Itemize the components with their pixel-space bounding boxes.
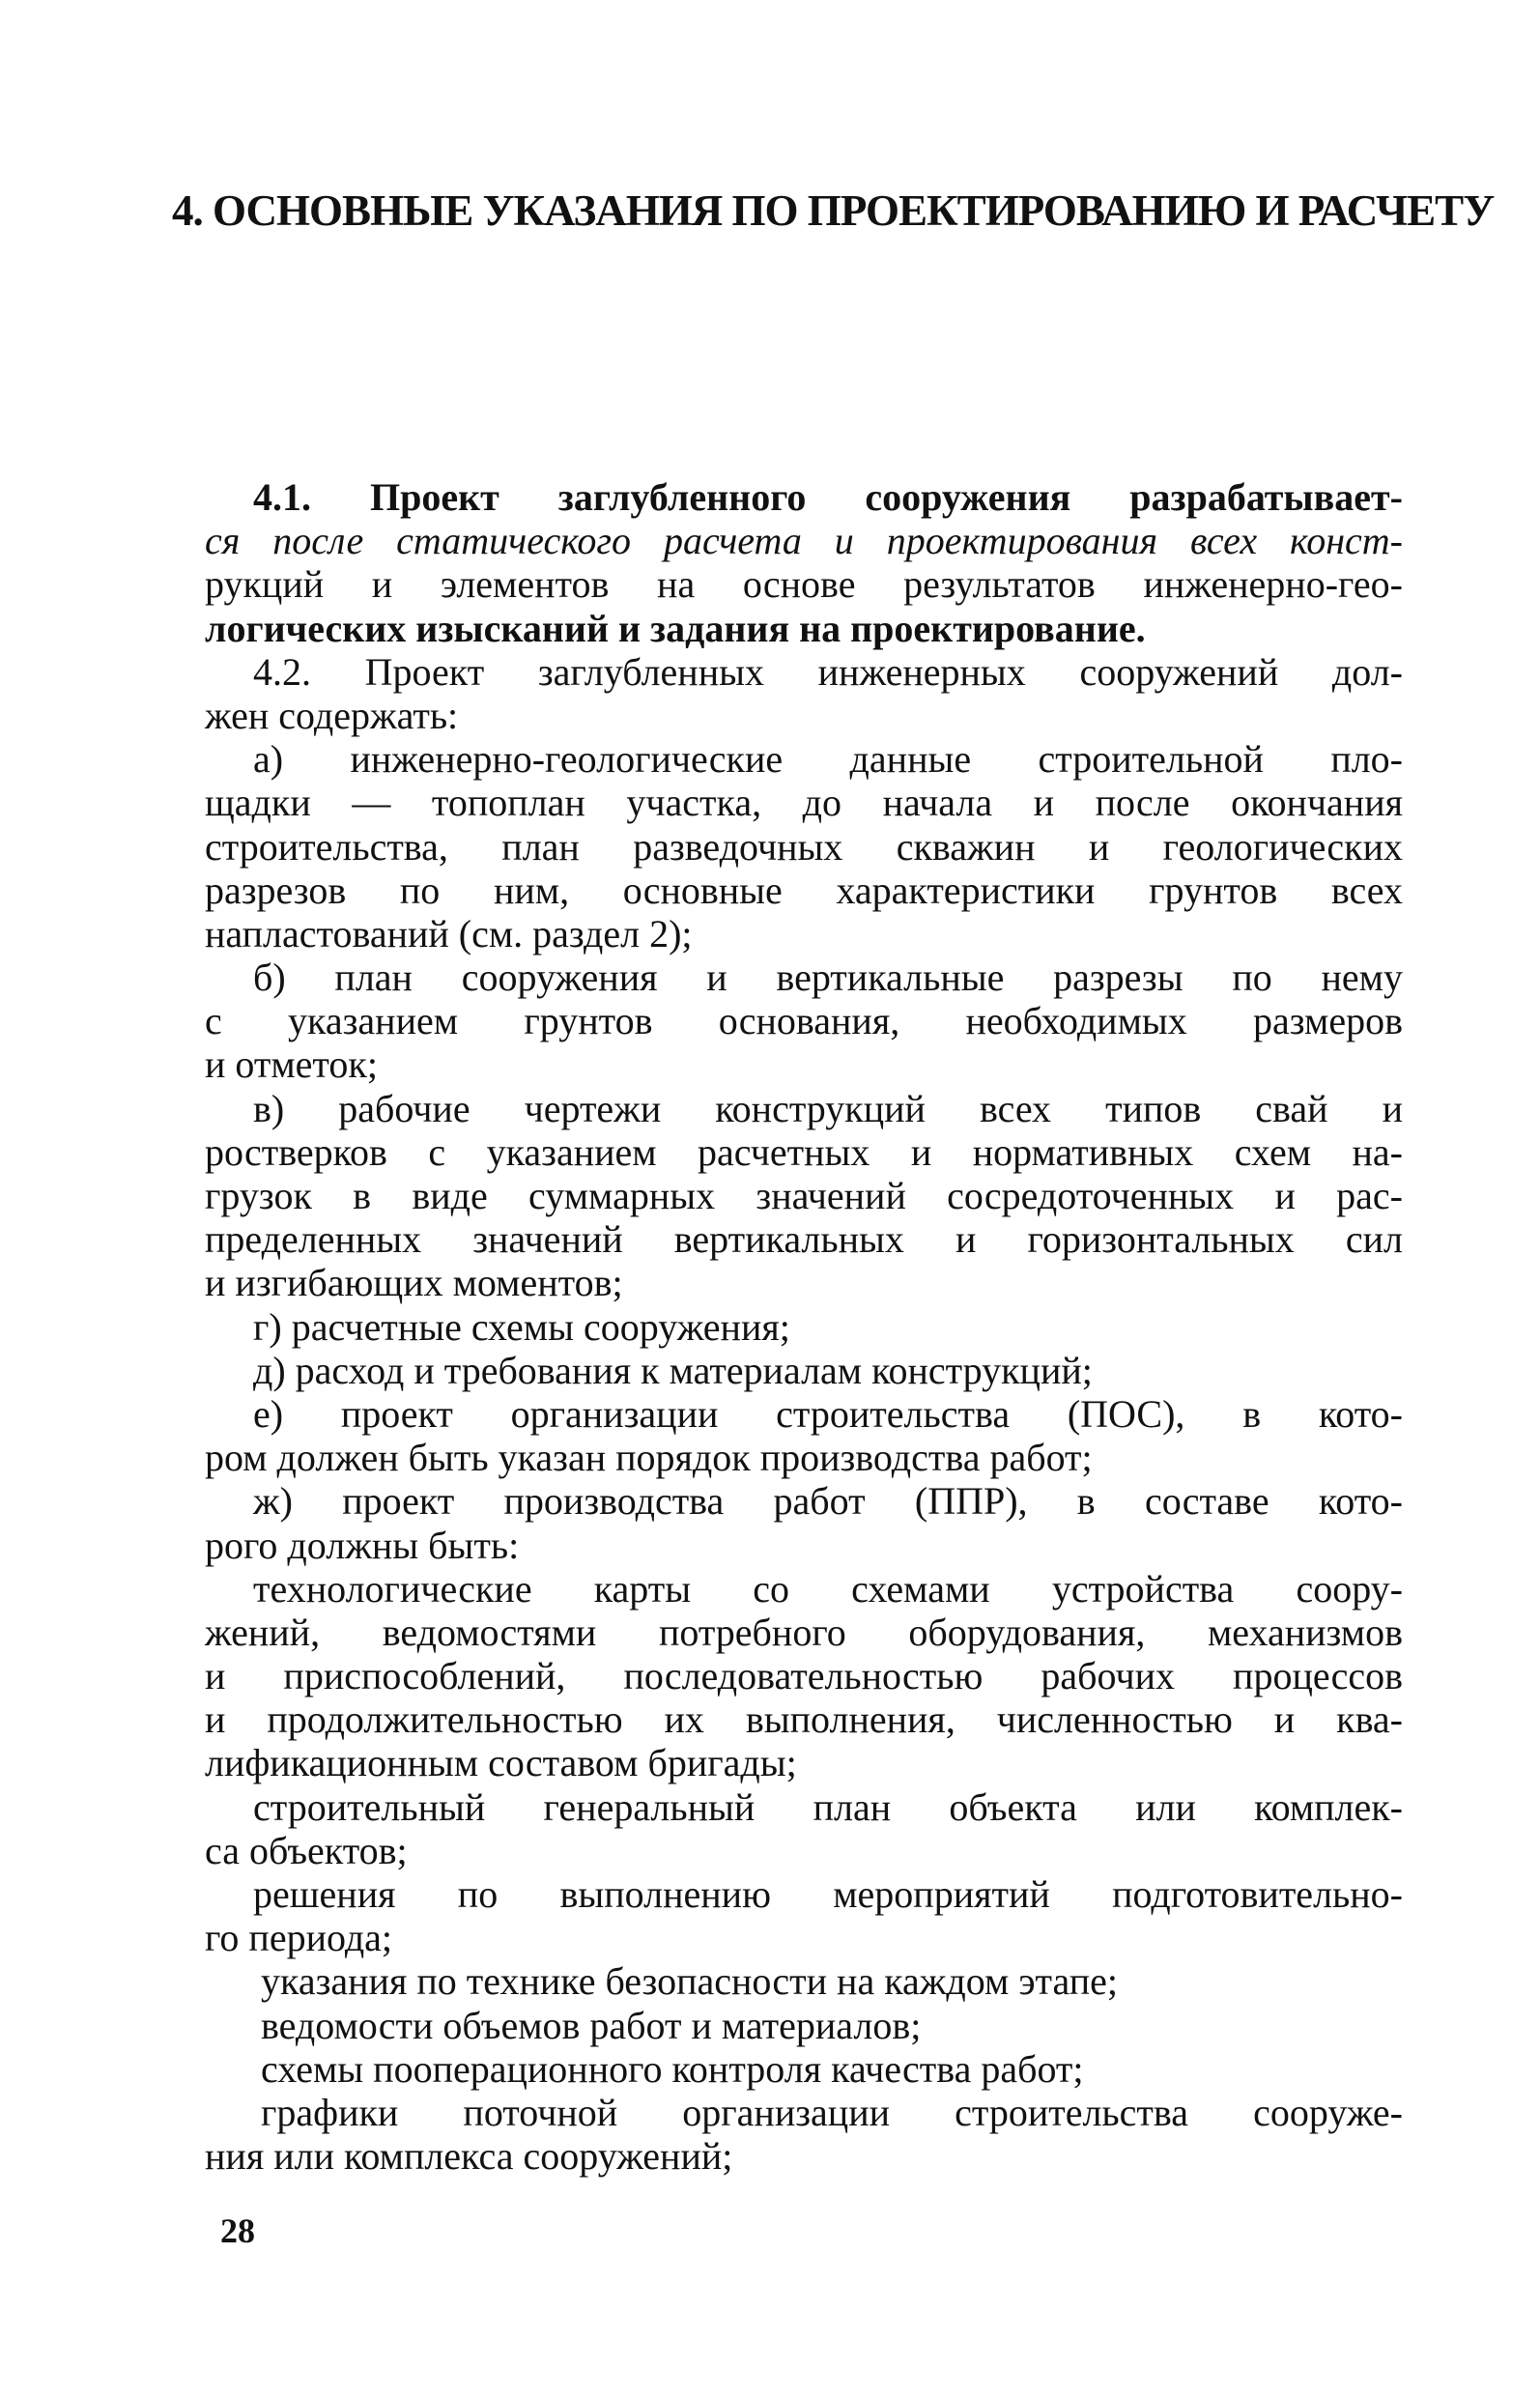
sub-item-volumes-line: ведомости объемов работ и материалов;: [261, 2003, 922, 2047]
paragraph-4-2-line: 4.2. Проект заглубленных инженерных сооружений дол-: [253, 649, 1403, 694]
sub-item-tech-maps-line: технологические карты со схемами устройства соору-: [253, 1566, 1403, 1611]
list-item-a-line: строительства, план разведочных скважин и геологических: [205, 824, 1403, 869]
list-item-a-line: щадки — топоплан участка, до начала и после окончания: [205, 781, 1403, 825]
sub-item-tech-maps-line: и продолжительностью их выполнения, численностью и ква-: [205, 1697, 1403, 1742]
section-heading: 4. ОСНОВНЫЕ УКАЗАНИЯ ПО ПРОЕКТИРОВАНИЮ И РАСЧЕТУ: [172, 186, 1495, 235]
sub-item-schedules-line: графики поточной организации строительства сооруже-: [261, 2090, 1403, 2134]
sub-item-tech-maps-line: лификационным составом бригады;: [205, 1741, 797, 1785]
list-item-zh-line: ж) проект производства работ (ППР), в составе кото-: [253, 1479, 1403, 1524]
paragraph-4-1-line: рукций и элементов на основе результатов инженерно-гео-: [205, 562, 1403, 607]
list-item-v-line: и изгибающих моментов;: [205, 1261, 623, 1305]
sub-item-safety-line: указания по технике безопасности на каждом этапе;: [261, 1959, 1118, 2004]
list-item-e-line: е) проект организации строительства (ПОС), в кото-: [253, 1391, 1403, 1436]
section-body: [205, 475, 1403, 2178]
page-number: 28: [220, 2211, 255, 2250]
sub-item-general-plan-line: строительный генеральный план объекта или комплек-: [253, 1784, 1403, 1829]
paragraph-4-1-line: ся после статического расчета и проектирования всех конст-: [205, 519, 1403, 563]
paragraph-4-2-line: жен содержать:: [205, 693, 459, 737]
list-item-g-line: г) расчетные схемы сооружения;: [253, 1304, 790, 1349]
list-item-b-line: и отметок;: [205, 1042, 378, 1087]
sub-item-quality-control-line: схемы пооперационного контроля качества работ;: [261, 2046, 1084, 2091]
list-item-a-line: разрезов по ним, основные характеристики грунтов всех: [205, 868, 1403, 912]
sub-item-general-plan-line: са объектов;: [205, 1828, 408, 1872]
list-item-zh-line: рого должны быть:: [205, 1523, 520, 1567]
sub-item-preparatory-line: го периода;: [205, 1916, 393, 1960]
sub-item-tech-maps-line: жений, ведомостями потребного оборудования, механизмов: [205, 1610, 1403, 1654]
list-item-v-line: ростверков с указанием расчетных и нормативных схем на-: [205, 1129, 1403, 1174]
list-item-a-line: а) инженерно-геологические данные строительной пло-: [253, 737, 1403, 782]
list-item-b-line: б) план сооружения и вертикальные разрезы по нему: [253, 956, 1403, 1000]
sub-item-preparatory-line: решения по выполнению мероприятий подготовительно-: [253, 1872, 1403, 1916]
list-item-v-line: в) рабочие чертежи конструкций всех типов свай и: [253, 1086, 1403, 1130]
list-item-e-line: ром должен быть указан порядок производства работ;: [205, 1436, 1093, 1480]
list-item-b-line: с указанием грунтов основания, необходимых размеров: [205, 999, 1403, 1043]
list-item-d-line: д) расход и требования к материалам конструкций;: [253, 1348, 1093, 1392]
paragraph-4-1-line: логических изысканий и задания на проектирование.: [205, 606, 1146, 650]
list-item-v-line: пределенных значений вертикальных и горизонтальных сил: [205, 1217, 1403, 1262]
list-item-v-line: грузок в виде суммарных значений сосредоточенных и рас-: [205, 1174, 1403, 1217]
list-item-a-line: напластований (см. раздел 2);: [205, 911, 693, 956]
sub-item-tech-maps-line: и приспособлений, последовательностью рабочих процессов: [205, 1654, 1403, 1698]
paragraph-4-1-line: 4.1. Проект заглубленного сооружения разрабатывает-: [253, 475, 1403, 519]
sub-item-schedules-line: ния или комплекса сооружений;: [205, 2134, 733, 2179]
